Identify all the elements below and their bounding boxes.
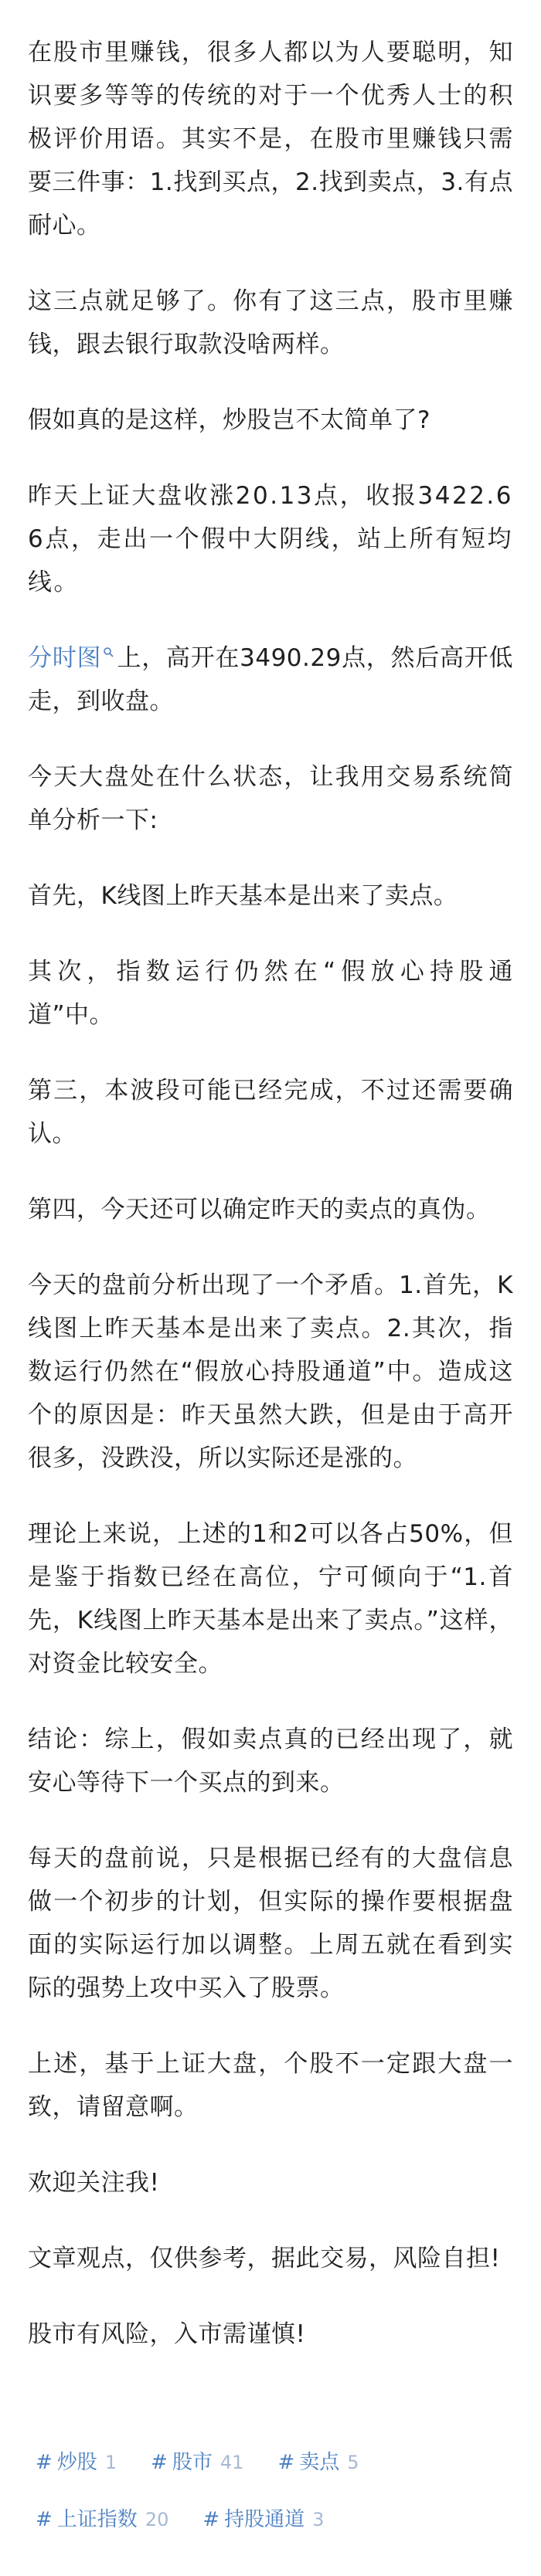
paragraph-7: 首先，K线图上昨天基本是出来了卖点。 (28, 882, 458, 910)
hash-icon: # (36, 2451, 53, 2474)
hash-icon: # (36, 2508, 53, 2531)
watermark (531, 2554, 536, 2573)
hash-icon: # (202, 2508, 220, 2531)
time-sharing-chart-link[interactable]: 分时图 (28, 644, 102, 672)
tag-label: 炒股 (56, 2451, 97, 2474)
tag-label: 持股通道 (224, 2508, 305, 2531)
paragraph-10: 第四，今天还可以确定昨天的卖点的真伪。 (28, 1196, 491, 1224)
paragraph-18: 股市有风险，入市需谨慎! (28, 2320, 306, 2348)
paragraph-17: 文章观点，仅供参考，据此交易，风险自担! (28, 2245, 501, 2272)
tag-item[interactable] (28, 2441, 124, 2484)
paragraph-14: 每天的盘前说，只是根据已经有的大盘信息做一个初步的计划，但实际的操作要根据盘面的实际运行加以调整。上周五就在看到实际的强势上攻中买入了股票。 (28, 1845, 513, 2002)
tag-label: 卖点 (299, 2451, 340, 2474)
tag-label: 上证指数 (56, 2508, 138, 2531)
tag-count: 1 (104, 2452, 117, 2473)
paragraph-3: 假如真的是这样，炒股岂不太简单了? (28, 406, 430, 434)
paragraph-11: 今天的盘前分析出现了一个矛盾。1.首先，K线图上昨天基本是出来了卖点。2.其次，指数运行仍然在“假放心持股通道”中。造成这个的原因是：昨天虽然大跌，但是由于高开很多，没跌没，所以实际还是涨的。 (28, 1271, 513, 1472)
tag-label: 股市 (172, 2451, 213, 2474)
paragraph-4: 昨天上证大盘收涨20.13点，收报3422.66点，走出一个假中大阴线，站上所有短均线。 (28, 482, 513, 596)
hash-icon: # (277, 2451, 295, 2474)
hash-icon: # (151, 2451, 168, 2474)
paragraph-12: 理论上来说，上述的1和2可以各占50%，但是鉴于指数已经在高位，宁可倾向于“1.首先，K线图上昨天基本是出来了卖点。”这样，对资金比较安全。 (28, 1520, 513, 1678)
paragraph-5-text: 上，高开在3490.29点，然后高开低走，到收盘。 (28, 644, 513, 715)
topic-tags (28, 2441, 513, 2555)
article-body (28, 31, 513, 2388)
paragraph-6: 今天大盘处在什么状态，让我用交易系统简单分析一下: (28, 763, 513, 834)
paragraph-9: 第三，本波段可能已经完成，不过还需要确认。 (28, 1077, 513, 1148)
paragraph-16: 欢迎关注我! (28, 2169, 160, 2197)
tag-item[interactable] (270, 2441, 366, 2484)
paragraph-5 (28, 636, 513, 723)
search-icon (103, 647, 114, 657)
tag-item[interactable] (195, 2498, 332, 2541)
tag-count: 5 (347, 2452, 359, 2473)
tag-row-2 (28, 2498, 513, 2541)
paragraph-1: 在股市里赚钱，很多人都以为人要聪明，知识要多等等的传统的对于一个优秀人士的积极评价用语。其实不是，在股市里赚钱只需要三件事：1.找到买点，2.找到卖点，3.有点耐心。 (28, 39, 513, 239)
tag-row-1 (28, 2441, 513, 2484)
tag-item[interactable] (143, 2441, 251, 2484)
paragraph-8: 其次，指数运行仍然在“假放心持股通道”中。 (28, 958, 513, 1029)
tag-count: 3 (312, 2509, 325, 2530)
tag-item[interactable] (28, 2498, 176, 2541)
paragraph-15: 上述，基于上证大盘，个股不一定跟大盘一致，请留意啊。 (28, 2050, 513, 2121)
tag-count: 20 (145, 2509, 169, 2530)
paragraph-13: 结论：综上，假如卖点真的已经出现了，就安心等待下一个买点的到来。 (28, 1726, 513, 1797)
paragraph-2: 这三点就足够了。你有了这三点，股市里赚钱，跟去银行取款没啥两样。 (28, 287, 513, 358)
tag-count: 41 (219, 2452, 244, 2473)
